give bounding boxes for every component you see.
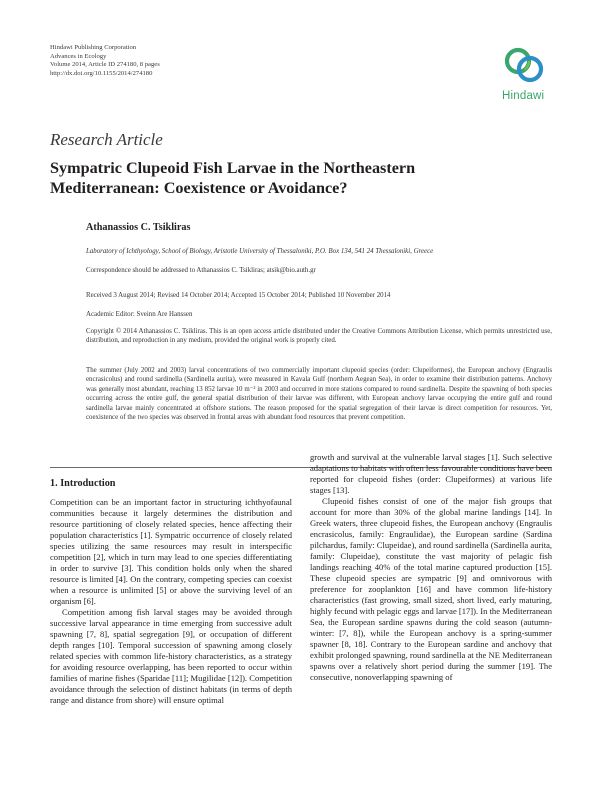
publisher-line: Hindawi Publishing Corporation	[50, 44, 137, 51]
journal-name-line: Advances in Ecology	[50, 52, 107, 60]
intro-paragraph: Clupeoid fishes consist of one of the major fish groups that account for more than 30% of the global marine landings [14]. In Greek waters, three clupeoid fishes, the European anchovy (Engraulis encrasicolus, family: Engraulidae), the European sardine (Sardina pilchardus, family: Clupeidae), and round sardinella (Sardinella aurita, family: Clupeidae), constitute the vast majority of pelagic fish landings reaching 40% of the total marine captured production [15]. These clupeoid species are sympatric [9] and omnivorous with preference for zooplankton [16] and have common life-history characteristics (fast growing, small sized, short lived, early maturing, highly fecund with pelagic eggs and larvae [17]). In the Mediterranean Sea, the European sardine spawns during the cold season (autumn-winter: [7, 8]), while the European anchovy is a spring-summer spawner [8, 18]. Contrary to the European sardine and anchovy that exhibit prolonged spawning, round sardinella at the NE Mediterranean spawns over a relatively short period during the summer [19]. The consecutive, nonoverlapping spawning of	[310, 496, 552, 682]
academic-editor: Academic Editor: Sveinn Are Hanssen	[86, 311, 193, 318]
doi-link[interactable]: http://dx.doi.org/10.1155/2014/274180	[50, 69, 153, 77]
article-title: Sympatric Clupeoid Fish Larvae in the Northeastern Mediterranean: Coexistence or Avoidance?	[50, 159, 416, 197]
hindawi-logo	[494, 44, 556, 106]
intro-paragraph: Competition can be an important factor in structuring ichthyofaunal communities because it largely determines the distribution and resource partitioning of closely related species, hence affecting their population characteristics [1]. Sympatric occurrence of closely related species utilizing the same resources may result in interspecific competition [2], which in turn may lead to one species differentiating in order to survive [3]. This condition holds only when the shared resource is limited [4]. On the contrary, competing species can coexist when a resource is unlimited [5] or above the surviving level of an organism [6].	[50, 497, 292, 606]
left-column	[50, 497, 292, 706]
intro-paragraph: Competition among fish larval stages may be avoided through successive larval appearance in time emerging from successive adult spawning [7, 8], spatial segregation [9], or occupation of different depth ranges [10]. Temporal succession of spawning among closely related species with common life-history characteristics, as a strategy for avoiding resource overlapping, has been reported to occur within families of marine fishes (Sparidae [11]; Mugilidae [12]). Competition avoidance through the selection of distinct habitats (in terms of depth range and distance from shore) will ensure optimal	[50, 607, 292, 705]
volume-line: Volume 2014, Article ID 274180, 8 pages	[50, 61, 160, 69]
right-column	[310, 452, 552, 683]
section-heading-introduction: 1. Introduction	[50, 478, 116, 489]
intro-paragraph: growth and survival at the vulnerable larval stages [1]. Such selective adaptations to habitats with often less favourable conditions have been reported for clupeoid fishes (order: Clupeiformes) at various life stages [13].	[310, 452, 552, 495]
publication-dates: Received 3 August 2014; Revised 14 October 2014; Accepted 15 October 2014; Published 10 November 2014	[86, 292, 391, 299]
correspondence: Correspondence should be addressed to Athanassios C. Tsikliras; atsik@bio.auth.gr	[86, 267, 316, 274]
affiliation: Laboratory of Ichthyology, School of Biology, Aristotle University of Thessaloniki, P.O. Box 134, 541 24 Thessaloniki, Greece	[86, 248, 434, 255]
abstract: The summer (July 2002 and 2003) larval concentrations of two commercially important clupeoid species (order: Clupeiformes), the European anchovy (Engraulis encrasicolus) and round sardinella (Sardinella aurita), were measured in Kavala Gulf (northern Aegean Sea), in order to examine their distribution patterns. Anchovy was generally most abundant, reaching 13 852 larvae 10 m⁻² in 2003 and occurred in more stations compared to round sardinella. Despite the spawning of both species occurring across the entire gulf, the general spatial distribution of their larvae was different, with European anchovy larvae occupying the entire gulf and round sardinella larvae mainly concentrated at offshore stations. The reason proposed for the spatial segregation of their larvae is direct competition for resources. Yet, coexistence of the two species was observed in frontal areas with abundant food resources that prevent competition.	[86, 367, 552, 422]
journal-header	[50, 44, 160, 78]
article-type: Research Article	[50, 130, 163, 149]
license-statement: Copyright © 2014 Athanassios C. Tsikliras. This is an open access article distributed under the Creative Commons Attribution License, which permits unrestricted use, distribution, and reproduction in any medium, provided the original work is properly cited.	[86, 328, 552, 345]
author-name: Athanassios C. Tsikliras	[86, 222, 191, 233]
hindawi-logo-text: Hindawi	[502, 90, 545, 102]
hindawi-rings-icon	[494, 44, 556, 90]
